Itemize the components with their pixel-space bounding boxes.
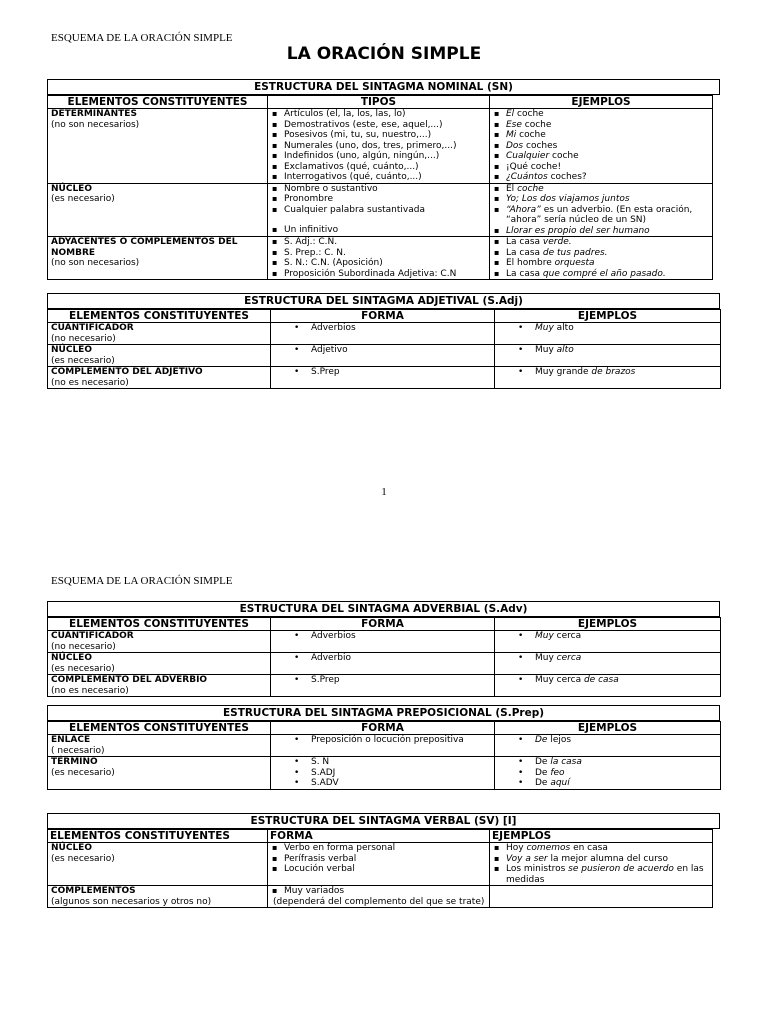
example-segment: Yo <box>506 194 517 204</box>
sadv-caption: ESTRUCTURA DEL SINTAGMA ADVERBIAL (S.Adv) <box>47 601 720 617</box>
example-item <box>493 205 709 226</box>
examples-cell <box>490 843 713 886</box>
example-segment: La casa <box>506 268 543 279</box>
type-item: ▪ S. Adj.: C.N. <box>271 237 486 248</box>
form-item: • S.Prep <box>274 367 491 378</box>
example-segment: La casa <box>506 237 543 247</box>
element-note: (no necesario) <box>51 333 116 344</box>
type-item: ▪ Proposición Subordinada Adjetiva: C.N <box>271 269 486 280</box>
page-number: 1 <box>381 486 387 498</box>
example-item <box>493 843 709 854</box>
form-item: • S.ADJ <box>274 768 491 779</box>
sadj-table-body <box>48 323 721 389</box>
element-name: NÚCLEO <box>51 843 92 853</box>
sadj-section <box>47 293 720 389</box>
form-item: • Preposición o locución prepositiva <box>274 735 491 746</box>
examples-cell <box>495 757 721 790</box>
example-segment: Mi <box>506 130 517 140</box>
element-note: ( necesario) <box>51 745 105 756</box>
example-segment: coche <box>521 119 552 130</box>
example-segment: ; Los dos viajamos juntos <box>516 194 630 204</box>
sv-table-body <box>48 843 713 908</box>
element-name: COMPLEMENTO DEL ADVERBIO <box>51 675 208 685</box>
forms-list <box>271 886 486 897</box>
sadv-header-elements: ELEMENTOS CONSTITUYENTES <box>48 618 271 631</box>
example-item <box>498 768 717 779</box>
example-segment: alto <box>556 345 574 355</box>
examples-list <box>498 653 717 664</box>
element-cell <box>48 237 268 280</box>
example-item <box>493 194 709 205</box>
sv-section <box>47 813 720 908</box>
table-row <box>48 345 721 367</box>
element-name: COMPLEMENTOS <box>51 886 136 896</box>
examples-list <box>498 675 717 686</box>
type-item: ▪ S. Prep.: C. N. <box>271 248 486 259</box>
example-segment: feo <box>550 767 565 778</box>
sv-caption: ESTRUCTURA DEL SINTAGMA VERBAL (SV) [I] <box>47 813 720 829</box>
forms-list <box>274 675 491 686</box>
element-note: (es necesario) <box>51 853 115 864</box>
sadj-header-elements: ELEMENTOS CONSTITUYENTES <box>48 310 271 323</box>
page-header-2: ESQUEMA DE LA ORACIÓN SIMPLE <box>51 575 233 587</box>
sprep-section <box>47 705 720 790</box>
forms-list <box>274 631 491 642</box>
form-item: ▪ Verbo en forma personal <box>271 843 486 854</box>
forms-cell <box>271 323 495 345</box>
examples-cell <box>495 631 721 653</box>
example-segment: de casa <box>583 675 619 685</box>
element-name: CUANTIFICADOR <box>51 323 134 333</box>
form-item: ▪ Locución verbal <box>271 864 486 875</box>
examples-list <box>493 109 709 183</box>
types-cell <box>268 237 490 280</box>
example-segment: Llorar es propio del ser humano <box>506 225 650 236</box>
element-note: (es necesario) <box>51 194 115 204</box>
form-item: • S.ADV <box>274 778 491 789</box>
forms-cell <box>268 886 490 908</box>
examples-list <box>493 237 709 279</box>
element-note: (es necesario) <box>51 767 115 778</box>
examples-cell <box>495 675 721 697</box>
forms-cell <box>271 345 495 367</box>
form-note: (dependerá del complemento del que se trate) <box>273 896 485 907</box>
type-item: ▪ Nombre o sustantivo <box>271 184 486 195</box>
example-segment: Ese <box>506 119 522 130</box>
example-segment: coche <box>517 183 544 194</box>
table-row <box>48 183 713 237</box>
element-note: (no son necesarios) <box>51 119 140 130</box>
forms-cell <box>271 675 495 697</box>
sn-table-body <box>48 109 713 280</box>
example-item <box>493 130 709 141</box>
example-item <box>498 757 717 768</box>
example-segment: cerca <box>553 631 582 641</box>
element-name: CUANTIFICADOR <box>51 631 134 641</box>
example-item <box>493 237 709 248</box>
example-segment: El <box>506 109 515 119</box>
table-row <box>48 843 713 886</box>
element-cell <box>48 631 271 653</box>
sadv-section <box>47 601 720 697</box>
element-name: ENLACE <box>51 735 91 745</box>
element-name: COMPLEMENTO DEL ADJETIVO <box>51 367 203 377</box>
element-cell <box>48 757 271 790</box>
table-row <box>48 323 721 345</box>
examples-list <box>498 735 717 746</box>
example-segment: Muy cerca <box>535 675 584 685</box>
page-title: LA ORACIÓN SIMPLE <box>286 44 482 64</box>
form-item: • Adverbios <box>274 631 491 642</box>
types-cell <box>268 109 490 184</box>
table-row <box>48 886 713 908</box>
example-segment: lejos <box>547 735 572 745</box>
example-segment: la casa <box>550 757 582 767</box>
types-list <box>271 237 486 279</box>
sadj-header-forma: FORMA <box>271 310 495 323</box>
example-item <box>498 778 717 789</box>
type-item: ▪ Un infinitivo <box>271 225 486 236</box>
sn-header-types: TIPOS <box>268 96 490 109</box>
example-item <box>493 854 709 865</box>
examples-list <box>498 323 717 334</box>
type-item: ▪ Indefinidos (uno, algún, ningún,...) <box>271 151 486 162</box>
examples-cell <box>495 345 721 367</box>
example-segment: verde. <box>542 237 572 247</box>
element-name: NÚCLEO <box>51 183 92 194</box>
type-item: ▪ Cualquier palabra sustantivada <box>271 205 486 216</box>
forms-cell <box>271 757 495 790</box>
sn-table <box>47 95 713 280</box>
element-note: (no es necesario) <box>51 685 129 696</box>
forms-list <box>274 757 491 789</box>
example-item <box>498 735 717 746</box>
element-cell <box>48 843 268 886</box>
example-segment: Muy <box>535 323 554 333</box>
example-item <box>493 184 709 195</box>
sv-header-examples: EJEMPLOS <box>490 830 713 843</box>
table-row <box>48 735 721 757</box>
example-item <box>493 248 709 259</box>
form-item: • Adjetivo <box>274 345 491 356</box>
sadv-table-body <box>48 631 721 697</box>
example-segment: se pusieron de acuerdo <box>568 864 674 874</box>
element-name: DETERMINANTES <box>51 109 137 119</box>
forms-list <box>274 653 491 664</box>
sadv-header-examples: EJEMPLOS <box>495 618 721 631</box>
type-item: ▪ Exclamativos (qué, cuánto,...) <box>271 162 486 173</box>
examples-list <box>498 757 717 789</box>
example-segment: La casa <box>506 247 543 258</box>
examples-cell <box>495 735 721 757</box>
table-row <box>48 631 721 653</box>
example-segment: De <box>535 757 551 767</box>
example-segment: Muy <box>535 345 557 355</box>
example-segment: coche <box>516 130 546 140</box>
form-item: • Adverbio <box>274 653 491 664</box>
table-row <box>48 675 721 697</box>
sprep-header-elements: ELEMENTOS CONSTITUYENTES <box>48 722 271 735</box>
example-segment: ¡Qué coche! <box>506 161 562 172</box>
examples-list <box>493 184 709 237</box>
element-name: NÚCLEO <box>51 345 92 355</box>
example-segment: coches <box>523 140 558 151</box>
type-item: ▪ Interrogativos (qué, cuánto,...) <box>271 172 486 183</box>
example-item <box>498 675 717 686</box>
example-segment: en las medidas <box>506 864 704 885</box>
form-item: • S.Prep <box>274 675 491 686</box>
sv-table <box>47 829 713 908</box>
sn-caption: ESTRUCTURA DEL SINTAGMA NOMINAL (SN) <box>47 79 720 95</box>
sn-section <box>47 79 720 280</box>
type-item: ▪ Numerales (uno, dos, tres, primero,...) <box>271 141 486 152</box>
example-item <box>498 323 717 334</box>
examples-cell <box>495 653 721 675</box>
sprep-table-body <box>48 735 721 790</box>
example-segment: de brazos <box>591 367 636 377</box>
example-segment: ¿Cuántos <box>506 172 548 182</box>
example-item <box>493 109 709 120</box>
element-cell <box>48 675 271 697</box>
example-segment: Cualquier <box>506 151 550 161</box>
table-row <box>48 237 713 280</box>
sn-header-examples: EJEMPLOS <box>490 96 713 109</box>
element-note: (es necesario) <box>51 663 115 674</box>
table-row <box>48 757 721 790</box>
example-segment: cerca <box>556 653 582 663</box>
table-row <box>48 653 721 675</box>
element-cell <box>48 735 271 757</box>
sv-header-forma: FORMA <box>268 830 490 843</box>
sadv-header-forma: FORMA <box>271 618 495 631</box>
element-name: TÉRMINO <box>51 757 98 767</box>
sadj-header-examples: EJEMPLOS <box>495 310 721 323</box>
example-item <box>498 653 717 664</box>
type-item: ▪ Posesivos (mi, tu, su, nuestro,...) <box>271 130 486 141</box>
examples-list <box>498 367 717 378</box>
element-name: ADYACENTES O COMPLEMENTOS DEL NOMBRE <box>51 237 238 258</box>
example-item <box>493 226 709 237</box>
element-note: (algunos son necesarios y otros no) <box>51 896 212 907</box>
example-segment: El hombre <box>506 258 555 268</box>
type-item: ▪ S. N.: C.N. (Aposición) <box>271 258 486 269</box>
example-segment: es un adverbio. (En esta oración, “ahora” sería núcleo de un SN) <box>506 204 693 225</box>
forms-list <box>274 345 491 356</box>
forms-cell <box>271 367 495 389</box>
forms-list <box>274 735 491 746</box>
sn-header-elements: ELEMENTOS CONSTITUYENTES <box>48 96 268 109</box>
sprep-table <box>47 721 721 790</box>
example-segment: Muy <box>535 631 554 641</box>
element-cell <box>48 109 268 184</box>
example-segment: que compré el año pasado. <box>542 268 666 279</box>
forms-list <box>271 843 486 875</box>
forms-cell <box>271 735 495 757</box>
example-segment: “Ahora” <box>506 204 541 215</box>
sv-header-elements: ELEMENTOS CONSTITUYENTES <box>48 830 268 843</box>
element-cell <box>48 323 271 345</box>
example-item <box>493 172 709 183</box>
table-row <box>48 109 713 184</box>
element-cell <box>48 886 268 908</box>
forms-list <box>274 367 491 378</box>
example-segment: Los ministros <box>506 864 569 874</box>
examples-cell <box>490 183 713 237</box>
example-segment: De <box>535 735 548 745</box>
sprep-header-forma: FORMA <box>271 722 495 735</box>
example-segment: De <box>535 778 551 788</box>
sprep-caption: ESTRUCTURA DEL SINTAGMA PREPOSICIONAL (S.Prep) <box>47 705 720 721</box>
table-row <box>48 367 721 389</box>
form-item: ▪ Muy variados <box>271 886 486 897</box>
example-segment: coche <box>514 109 544 119</box>
forms-cell <box>271 653 495 675</box>
element-cell <box>48 653 271 675</box>
examples-list <box>498 631 717 642</box>
example-segment: Dos <box>506 140 524 151</box>
examples-cell <box>495 323 721 345</box>
example-item <box>493 120 709 131</box>
element-note: (no es necesario) <box>51 377 129 388</box>
types-list <box>271 184 486 236</box>
example-segment: de tus padres. <box>542 247 608 258</box>
example-item <box>493 162 709 173</box>
example-item <box>493 151 709 162</box>
form-item: • Adverbios <box>274 323 491 334</box>
element-cell <box>48 345 271 367</box>
example-item <box>493 258 709 269</box>
examples-list <box>498 345 717 356</box>
example-segment: orquesta <box>554 258 595 268</box>
types-list <box>271 109 486 183</box>
type-item: ▪ Artículos (el, la, los, las, lo) <box>271 109 486 120</box>
example-segment: aquí <box>550 778 570 788</box>
example-item <box>493 141 709 152</box>
example-item <box>493 269 709 280</box>
element-note: (no necesario) <box>51 641 116 652</box>
example-segment: en casa <box>570 843 608 853</box>
types-cell <box>268 183 490 237</box>
sadj-table <box>47 309 721 389</box>
type-item: ▪ Demostrativos (este, ese, aquel,...) <box>271 120 486 131</box>
example-item <box>493 864 709 885</box>
sadj-caption: ESTRUCTURA DEL SINTAGMA ADJETIVAL (S.Adj) <box>47 293 720 309</box>
forms-cell <box>268 843 490 886</box>
example-segment: coches? <box>547 172 587 182</box>
element-note: (no son necesarios) <box>51 258 140 268</box>
example-segment: El <box>506 183 518 194</box>
example-segment: Hoy <box>506 843 527 853</box>
examples-cell <box>490 237 713 280</box>
sadv-table <box>47 617 721 697</box>
example-segment: la mejor alumna del curso <box>547 853 668 864</box>
form-item: ▪ Perífrasis verbal <box>271 854 486 865</box>
sprep-header-examples: EJEMPLOS <box>495 722 721 735</box>
forms-list <box>274 323 491 334</box>
examples-cell <box>490 886 713 908</box>
example-item <box>498 345 717 356</box>
forms-cell <box>271 631 495 653</box>
example-segment: alto <box>553 323 574 333</box>
example-item <box>498 367 717 378</box>
form-item: • S. N <box>274 757 491 768</box>
example-segment: comemos <box>526 843 571 853</box>
example-segment: Muy <box>535 653 557 663</box>
type-item: ▪ Pronombre <box>271 194 486 205</box>
element-cell <box>48 183 268 237</box>
element-cell <box>48 367 271 389</box>
example-segment: Voy a ser <box>506 853 548 864</box>
example-segment: Muy grande <box>535 367 592 377</box>
examples-cell <box>490 109 713 184</box>
element-name: NÚCLEO <box>51 653 92 663</box>
examples-list <box>493 843 709 885</box>
example-segment: coche <box>549 151 579 161</box>
examples-cell <box>495 367 721 389</box>
spacer <box>271 215 486 225</box>
page-header: ESQUEMA DE LA ORACIÓN SIMPLE <box>51 32 233 44</box>
example-item <box>498 631 717 642</box>
element-note: (es necesario) <box>51 355 115 366</box>
example-segment: De <box>535 767 551 778</box>
